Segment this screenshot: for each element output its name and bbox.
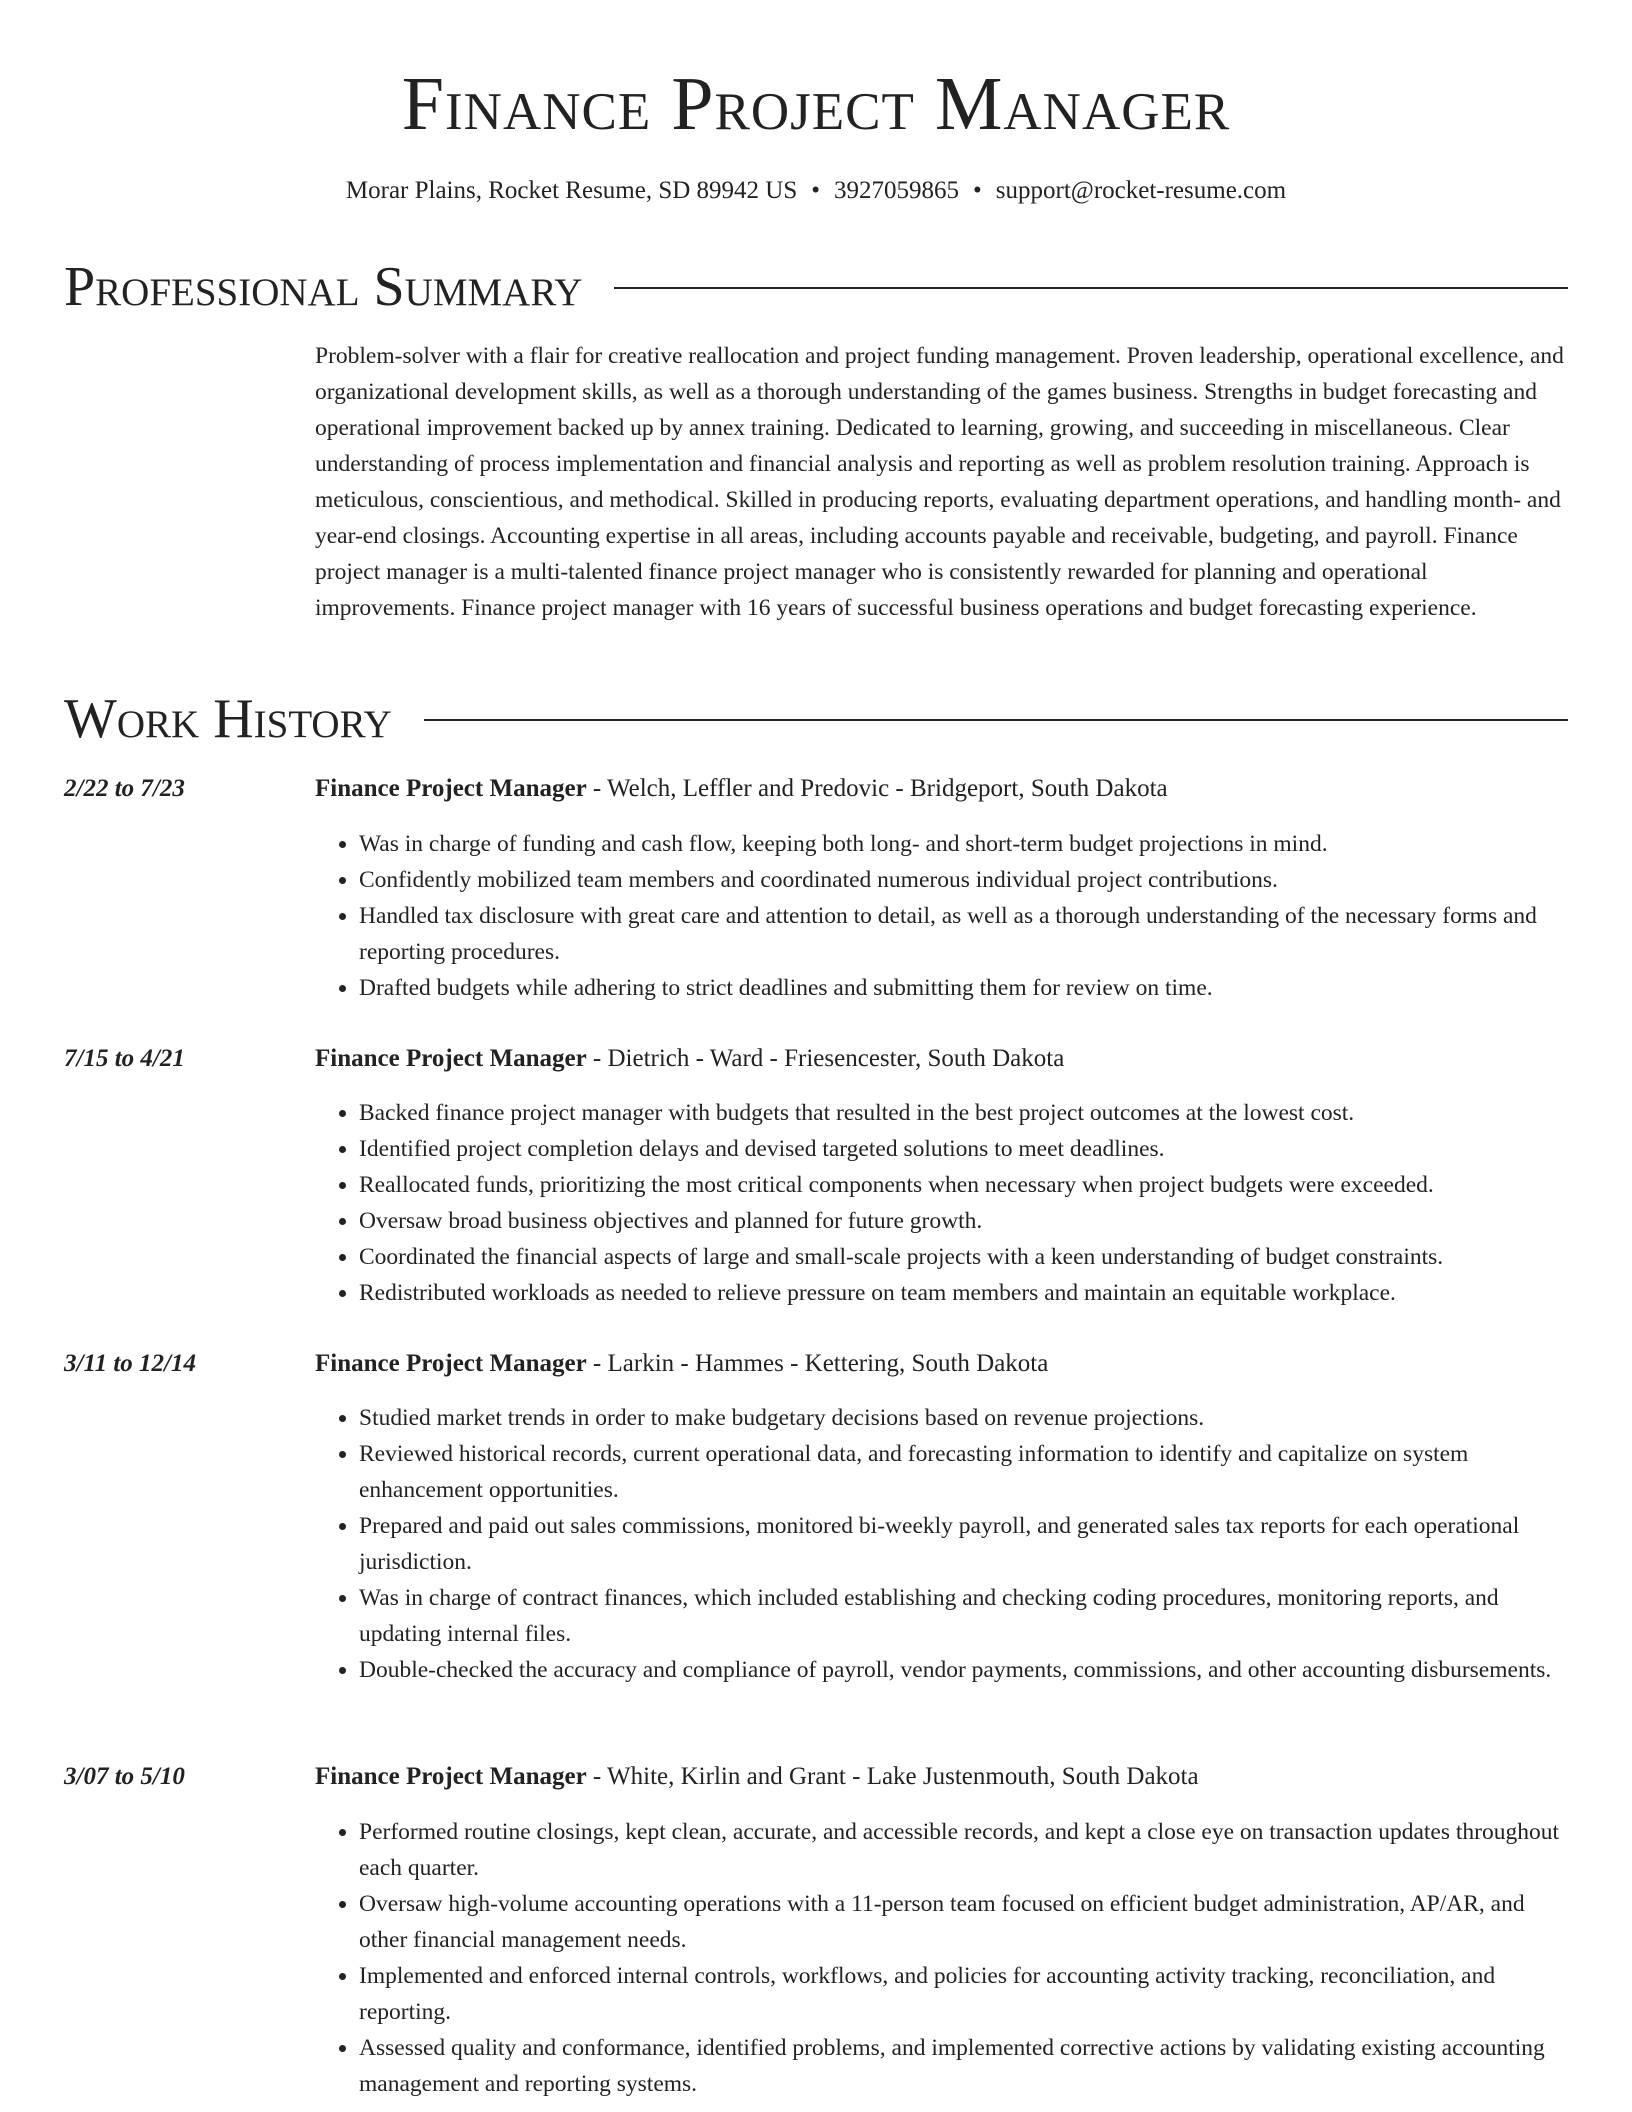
contact-phone: 3927059865 [834, 177, 960, 204]
job-bullet: • Identified project completion delays and devised targeted solutions to meet deadlines. [359, 1131, 1568, 1167]
summary-text: Problem-solver with a flair for creative reallocation and project funding management. Proven leadership, operational excellence, and organizational development skills, as well as a thorough understanding of the games business. Strengths in budget forecasting and operational improvement backed up by annex training. Dedicated to learning, growing, and succeeding in miscellaneous. Clear understanding of process implementation and financial analysis and reporting as well as problem resolution training. Approach is meticulous, conscientious, and methodical. Skilled in producing reports, evaluating department operations, and handling month- and year-end closings. Accounting expertise in all areas, including accounts payable and receivable, budgeting, and payroll. Finance project manager is a multi-talented finance project manager who is consistently rewarded for planning and operational improvements. Finance project manager with 16 years of successful business operations and budget forecasting experience. [315, 343, 1564, 621]
job-bullet: • Confidently mobilized team members and coordinated numerous individual project contributions. [359, 862, 1568, 898]
job-employer-location: - Dietrich - Ward - Friesencester, South Dakota [586, 1045, 1065, 1072]
job-employer-location: - White, Kirlin and Grant - Lake Justenmouth, South Dakota [586, 1763, 1199, 1790]
contact-email: support@rocket-resume.com [995, 177, 1287, 204]
contact-line [0, 174, 1632, 208]
job-dates: 3/11 to 12/14 [64, 1350, 196, 1377]
section-divider [614, 287, 1568, 289]
job-bullet: • Studied market trends in order to make budgetary decisions based on revenue projections. [359, 1400, 1568, 1436]
work-history-heading: Work History [64, 688, 392, 750]
job-title: Finance Project Manager [315, 1350, 587, 1377]
job-bullets [315, 1095, 1568, 1311]
section-divider [424, 719, 1568, 721]
job-bullet: • Coordinated the financial aspects of large and small-scale projects with a keen understanding of budget constraints. [359, 1239, 1568, 1275]
job-bullet: • Drafted budgets while adhering to strict deadlines and submitting them for review on time. [359, 970, 1568, 1006]
job-bullet: • Reallocated funds, prioritizing the most critical components when necessary when project budgets were exceeded. [359, 1167, 1568, 1203]
job-bullet: • Implemented and enforced internal controls, workflows, and policies for accounting activity tracking, reconciliation, and reporting. [359, 1958, 1568, 2030]
candidate-name: Finance Project Manager [401, 62, 1231, 146]
job-bullets [315, 1400, 1568, 1688]
job-bullet: • Oversaw broad business objectives and planned for future growth. [359, 1203, 1568, 1239]
job-bullet: • Performed routine closings, kept clean, accurate, and accessible records, and kept a close eye on transaction updates throughout each quarter. [359, 1814, 1568, 1886]
job-heading [315, 1760, 1199, 1794]
job-dates: 7/15 to 4/21 [64, 1045, 185, 1072]
job-employer-location: - Larkin - Hammes - Kettering, South Dakota [586, 1350, 1049, 1377]
job-bullet: • Reviewed historical records, current operational data, and forecasting information to identify and capitalize on system enhancement opportunities. [359, 1436, 1568, 1508]
job-heading [315, 1042, 1064, 1076]
job-heading [315, 1347, 1048, 1381]
job-bullet: • Backed finance project manager with budgets that resulted in the best project outcomes at the lowest cost. [359, 1095, 1568, 1131]
job-bullet: • Double-checked the accuracy and compliance of payroll, vendor payments, commissions, and other accounting disbursements. [359, 1652, 1568, 1688]
job-bullet: • Assessed quality and conformance, identified problems, and implemented corrective actions by validating existing accounting management and reporting systems. [359, 2030, 1568, 2102]
job-bullet: • Handled tax disclosure with great care and attention to detail, as well as a thorough understanding of the necessary forms and reporting procedures. [359, 898, 1568, 970]
contact-separator: • [811, 177, 821, 204]
summary-heading: Professional Summary [64, 256, 583, 318]
work-history-section-header [64, 686, 1568, 752]
contact-address: Morar Plains, Rocket Resume, SD 89942 US [345, 177, 798, 204]
job-bullets [315, 826, 1568, 1006]
job-bullet: • Was in charge of funding and cash flow, keeping both long- and short-term budget projections in mind. [359, 826, 1568, 862]
contact-separator: • [973, 177, 982, 204]
job-bullet: • Prepared and paid out sales commissions, monitored bi-weekly payroll, and generated sales tax reports for each operational jurisdiction. [359, 1508, 1568, 1580]
job-heading [315, 772, 1168, 806]
job-bullets [315, 1814, 1568, 2102]
job-bullet: • Was in charge of contract finances, which included establishing and checking coding procedures, monitoring reports, and updating internal files. [359, 1580, 1568, 1652]
job-title: Finance Project Manager [315, 1763, 587, 1790]
job-bullet: • Oversaw high-volume accounting operations with a 11-person team focused on efficient budget administration, AP/AR, and other financial management needs. [359, 1886, 1568, 1958]
job-title: Finance Project Manager [315, 1045, 587, 1072]
job-dates: 2/22 to 7/23 [64, 775, 185, 802]
job-dates: 3/07 to 5/10 [64, 1763, 185, 1790]
job-bullet: • Redistributed workloads as needed to relieve pressure on team members and maintain an equitable workplace. [359, 1275, 1568, 1311]
job-title: Finance Project Manager [315, 775, 587, 802]
job-employer-location: - Welch, Leffler and Predovic - Bridgeport, South Dakota [586, 775, 1168, 802]
summary-section-header [64, 254, 1568, 320]
